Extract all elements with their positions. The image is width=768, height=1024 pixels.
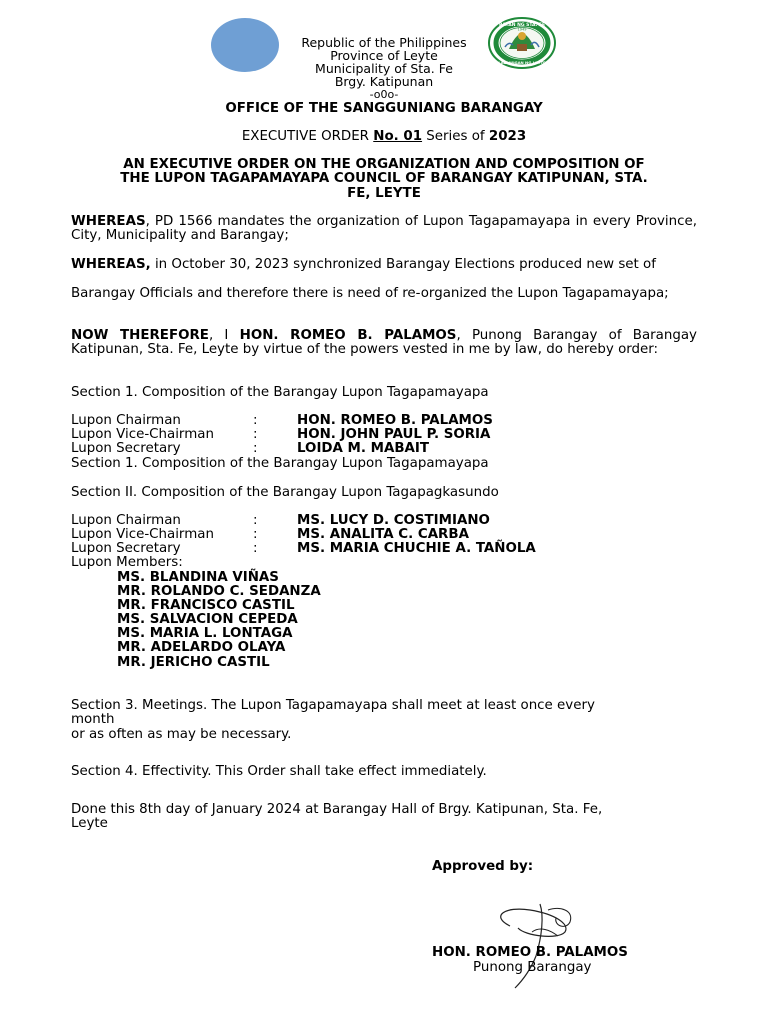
header-republic: Republic of the Philippines <box>301 35 467 50</box>
municipal-seal <box>487 17 557 69</box>
approved-by-label: Approved by: <box>432 859 534 874</box>
executive-order-number: EXECUTIVE ORDER No. 01 Series of 2023 <box>241 129 527 144</box>
section-4-effectivity: Section 4. Effectivity. This Order shall take effect immediately. <box>71 764 487 779</box>
lupon-member: MS. MARIA L. LONTAGA <box>117 626 293 641</box>
whereas-clause-1: WHEREAS, PD 1566 mandates the organization of Lupon Tagapamayapa in every Province, City, Municipality and Barangay; <box>71 214 697 244</box>
signatory-position: Punong Barangay <box>473 960 592 975</box>
order-title: AN EXECUTIVE ORDER ON THE ORGANIZATION AND COMPOSITION OF THE LUPON TAGAPAMAYAPA COUNCIL OF BARANGAY KATIPUNAN, STA. FE, LEYTE <box>120 157 648 201</box>
svg-text:LALAWIGAN NG LEYTE: LALAWIGAN NG LEYTE <box>498 60 546 65</box>
lupon-member: MR. ROLANDO C. SEDANZA <box>117 584 321 599</box>
svg-text:BAYAN NG STA. FE: BAYAN NG STA. FE <box>498 23 546 28</box>
done-clause: Done this 8th day of January 2024 at Barangay Hall of Brgy. Katipunan, Sta. Fe, Leyte <box>71 802 603 832</box>
section-1-repeat-heading: Section 1. Composition of the Barangay Lupon Tagapamayapa <box>71 456 489 471</box>
lupon-member: MS. BLANDINA VIÑAS <box>117 570 279 585</box>
svg-text:1949: 1949 <box>517 27 527 32</box>
signature <box>470 896 620 991</box>
lupon-member: MR. ADELARDO OLAYA <box>117 640 286 655</box>
section-3-meetings: Section 3. Meetings. The Lupon Tagapamayapa shall meet at least once every month or as often as may be necessary. <box>71 698 595 742</box>
lupon-member: MS. SALVACION CEPEDA <box>117 612 298 627</box>
office-title: OFFICE OF THE SANGGUNIANG BARANGAY <box>225 101 543 116</box>
lupon-member: MR. FRANCISCO CASTIL <box>117 598 295 613</box>
header-municipality: Municipality of Sta. Fe <box>315 61 453 76</box>
whereas-clause-2-continued: Barangay Officials and therefore there is need of re-organized the Lupon Tagapamayapa; <box>71 286 669 301</box>
whereas-clause-2: WHEREAS, in October 30, 2023 synchronized Barangay Elections produced new set of <box>71 257 656 272</box>
section-2-heading: Section II. Composition of the Barangay Lupon Tagapagkasundo <box>71 485 499 500</box>
now-therefore-clause: NOW THEREFORE, I HON. ROMEO B. PALAMOS, Punong Barangay of Barangay Katipunan, Sta. Fe, Leyte by virtue of the powers vested in me by law, do hereby order: <box>71 328 697 358</box>
header-barangay: Brgy. Katipunan <box>334 74 434 89</box>
signatory-name: HON. ROMEO B. PALAMOS <box>432 945 628 960</box>
header-separator: -o0o- <box>369 88 399 101</box>
section-1-heading: Section 1. Composition of the Barangay Lupon Tagapamayapa <box>71 385 489 400</box>
header-province: Province of Leyte <box>330 48 438 63</box>
lupon-member: MR. JERICHO CASTIL <box>117 655 270 670</box>
